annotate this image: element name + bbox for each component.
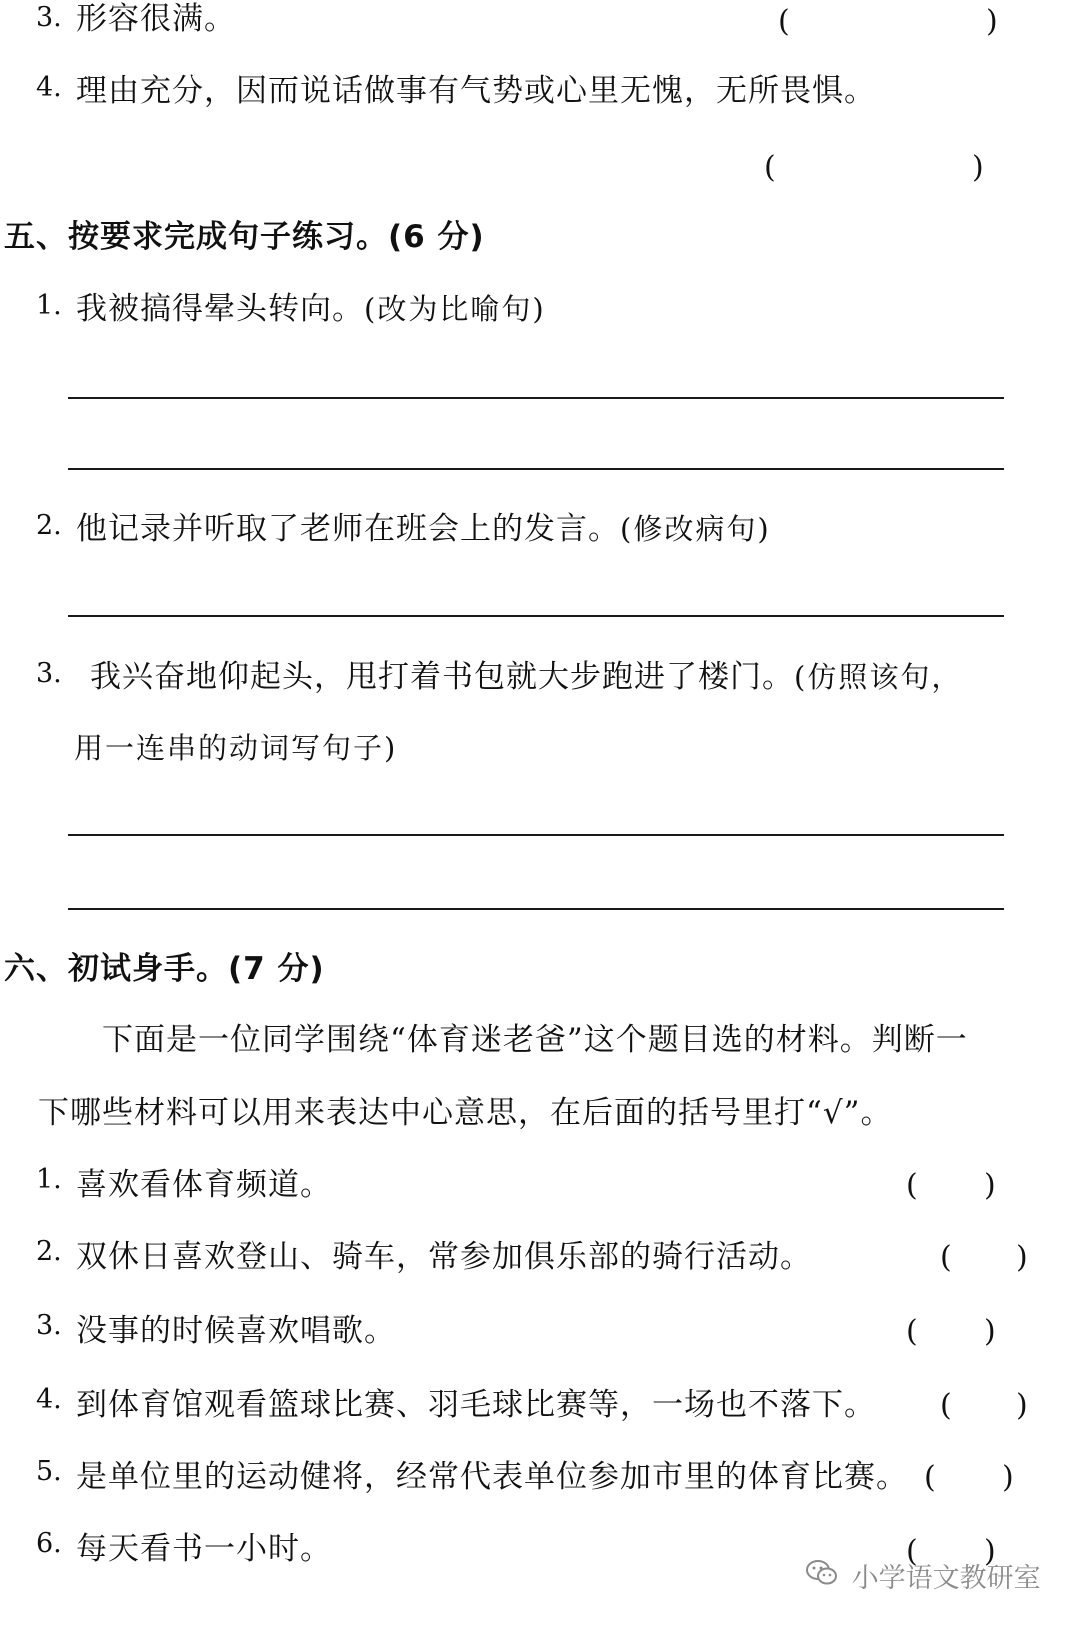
watermark <box>805 1556 1050 1600</box>
item-number: 3. <box>36 2 62 33</box>
item-instruction: (改为比喻句) <box>364 292 546 326</box>
item-content <box>76 510 771 549</box>
answer-line[interactable] <box>68 468 1004 470</box>
section6-intro-line2: 下哪些材料可以用来表达中心意思，在后面的括号里打“√”。 <box>38 1095 893 1131</box>
section5-heading: 五、按要求完成句子练习。(6 分) <box>4 219 485 255</box>
item-text: 喜欢看体育频道。 <box>76 1167 332 1203</box>
item-text: 双休日喜欢登山、骑车，常参加俱乐部的骑行活动。 <box>76 1239 812 1275</box>
item-number: 1. <box>36 1164 62 1195</box>
answer-paren-open: ( <box>940 1388 952 1423</box>
answer-paren-close: ) <box>1016 1388 1028 1423</box>
item-number: 3. <box>36 1310 62 1341</box>
answer-paren-close: ) <box>986 4 998 39</box>
answer-paren-close: ) <box>984 1168 996 1203</box>
item-text: 我被搞得晕头转向。 <box>76 291 364 327</box>
answer-paren-close: ) <box>1016 1240 1028 1275</box>
answer-paren-open: ( <box>778 4 790 39</box>
item-instruction-continued: 用一连串的动词写句子) <box>74 731 398 765</box>
item-text: 是单位里的运动健将，经常代表单位参加市里的体育比赛。 <box>76 1459 908 1495</box>
item-text: 每天看书一小时。 <box>76 1531 332 1567</box>
answer-paren-close: ) <box>972 150 984 185</box>
section6-intro-line1: 下面是一位同学围绕“体育迷老爸”这个题目选的材料。判断一 <box>102 1022 968 1058</box>
answer-line[interactable] <box>68 615 1004 617</box>
item-text: 没事的时候喜欢唱歌。 <box>76 1313 396 1349</box>
item-number: 2. <box>36 1236 62 1267</box>
answer-paren-open: ( <box>906 1534 918 1569</box>
item-instruction: (仿照该句， <box>794 660 963 694</box>
answer-paren-close: ) <box>984 1534 996 1569</box>
answer-line[interactable] <box>68 908 1004 910</box>
item-text: 形容很满。 <box>76 1 236 37</box>
item-number: 2. <box>36 510 62 541</box>
item-text: 我兴奋地仰起头，甩打着书包就大步跑进了楼门。 <box>90 659 794 695</box>
answer-paren-close: ) <box>984 1314 996 1349</box>
wechat-icon <box>805 1557 839 1601</box>
item-number: 6. <box>36 1528 62 1559</box>
answer-paren-open: ( <box>906 1168 918 1203</box>
item-text: 他记录并听取了老师在班会上的发言。 <box>76 511 620 547</box>
answer-paren-open: ( <box>940 1240 952 1275</box>
section6-heading: 六、初试身手。(7 分) <box>4 951 325 987</box>
answer-paren-close: ) <box>1002 1460 1014 1495</box>
item-text: 到体育馆观看篮球比赛、羽毛球比赛等，一场也不落下。 <box>76 1387 876 1423</box>
item-number: 3. <box>36 658 62 689</box>
item-number: 4. <box>36 72 62 103</box>
item-text: 理由充分，因而说话做事有气势或心里无愧，无所畏惧。 <box>76 73 876 109</box>
answer-paren-open: ( <box>764 150 776 185</box>
answer-paren-open: ( <box>906 1314 918 1349</box>
answer-paren-open: ( <box>924 1460 936 1495</box>
item-content <box>90 658 962 697</box>
item-instruction: (修改病句) <box>620 512 771 546</box>
watermark-text: 小学语文教研室 <box>851 1562 1041 1594</box>
answer-line[interactable] <box>68 397 1004 399</box>
item-number: 1. <box>36 290 62 321</box>
answer-line[interactable] <box>68 834 1004 836</box>
item-number: 5. <box>36 1456 62 1487</box>
item-content <box>76 290 546 329</box>
item-number: 4. <box>36 1384 62 1415</box>
